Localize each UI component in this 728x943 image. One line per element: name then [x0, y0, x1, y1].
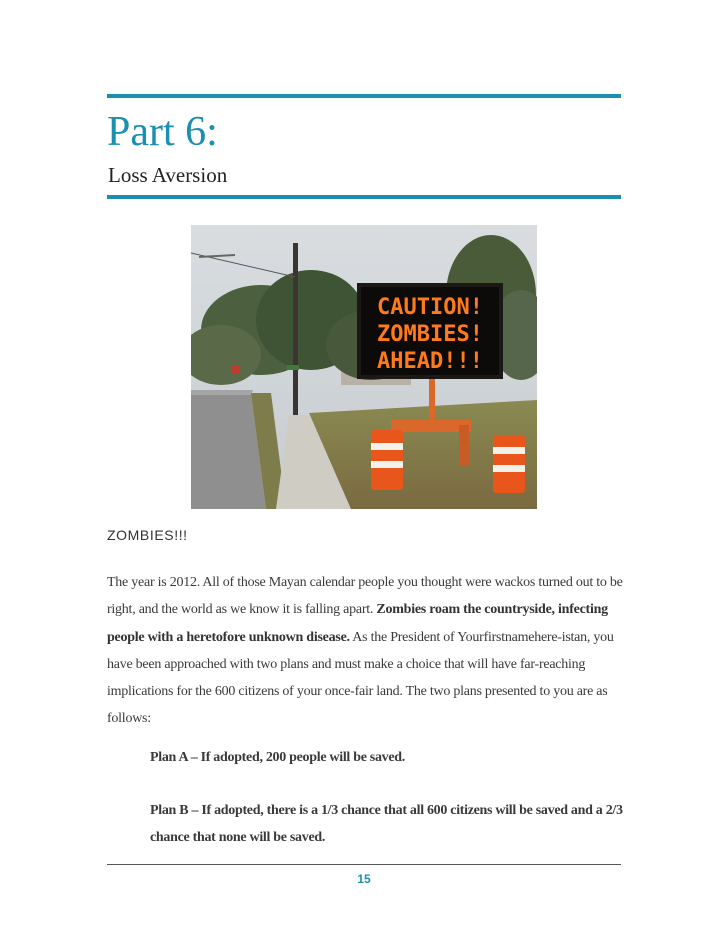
- zombie-sign-photo: [191, 225, 537, 509]
- footer-rule: [107, 864, 621, 865]
- part-title: Part 6:: [107, 109, 218, 155]
- barrel-right: [493, 435, 525, 493]
- sign-line-3: AHEAD!!!: [377, 349, 483, 374]
- heading-rule: [107, 195, 621, 199]
- body-text-bold: Zombies roam the countryside, infecting people with a heretofore unknown disease.: [107, 602, 608, 645]
- sign-line-1: CAUTION!: [377, 295, 483, 320]
- plan-a: Plan A – If adopted, 200 people will be saved.: [150, 750, 405, 765]
- barrel-left: [371, 430, 403, 490]
- top-rule: [107, 94, 621, 98]
- sign-line-2: ZOMBIES!: [377, 322, 483, 347]
- body-text-start: The year is 2012. All of those Mayan calendar people you thought were wackos turned out to be right, and the world as we know it is falling apart.: [107, 575, 623, 618]
- body-paragraph: [107, 569, 629, 733]
- part-subtitle: Loss Aversion: [108, 163, 228, 187]
- body-text-end: As the President of Yourfirstnamehere-istan, you have been approached with two plans and must make a choice that will have far-reaching implications for the 600 citizens of your once-fair land. The two plans presented to you are as follows:: [107, 629, 614, 727]
- plan-b: Plan B – If adopted, there is a 1/3 chance that all 600 citizens will be saved and a 2/3 chance that none will be saved.: [150, 803, 623, 845]
- section-label: ZOMBIES!!!: [107, 527, 188, 543]
- page-number: 15: [357, 872, 371, 886]
